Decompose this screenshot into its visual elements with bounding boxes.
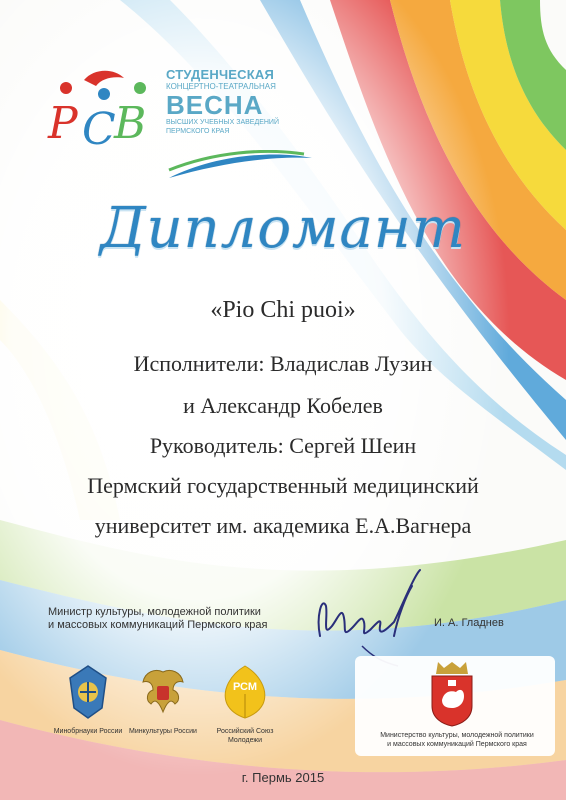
minister-title-line-1: Министр культуры, молодежной политики — [48, 606, 261, 618]
institution-line-1: Пермский государственный медицинский — [87, 473, 479, 498]
minkultury-emblem — [124, 664, 202, 736]
performers-line-2: и Александр Кобелев — [183, 393, 383, 418]
work-title: «Pio Chi puoi» — [210, 297, 356, 323]
svg-text:С: С — [82, 104, 116, 155]
minobrnauki-emblem — [48, 664, 128, 736]
rsm-badge-text: РСМ — [232, 681, 258, 693]
logo-swoosh-icon — [164, 150, 314, 180]
perm-caption-line-1: Министерство культуры, молодежной политики — [380, 732, 534, 739]
logo-text — [166, 68, 306, 136]
emblem-caption-1: Минобрнауки России — [53, 728, 123, 735]
double-headed-eagle-icon — [139, 664, 187, 720]
rsv-logo-mark-icon — [44, 58, 164, 168]
spring-festival-logo — [44, 58, 294, 178]
perm-caption-line-2: и массовых коммуникаций Пермского края — [387, 741, 527, 748]
logo-line-5: ПЕРМСКОГО КРАЯ — [166, 128, 230, 135]
emblem-caption-3: Российский Союз Молодежи — [216, 728, 274, 744]
rsm-leaf-icon — [219, 664, 271, 720]
rsm-emblem — [200, 664, 290, 745]
emblem-caption-2: Минкультуры России — [129, 728, 197, 735]
minister-title-line-2: и массовых коммуникаций Пермского края — [48, 619, 268, 631]
perm-ministry-caption — [362, 731, 552, 749]
science-ministry-emblem-icon — [66, 664, 110, 720]
logo-line-3: ВЕСНА — [166, 90, 264, 120]
logo-line-4: ВЫСШИХ УЧЕБНЫХ ЗАВЕДЕНИЙ — [166, 119, 279, 126]
minister-name: И. А. Гладнев — [434, 617, 504, 629]
diploma-title: Дипломант — [100, 196, 466, 261]
perm-krai-coat-of-arms-icon — [428, 660, 476, 728]
svg-text:В: В — [114, 98, 147, 149]
city-year: г. Пермь 2015 — [241, 770, 325, 785]
institution-line-2: университет им. академика Е.А.Вагнера — [94, 513, 472, 538]
minister-title — [48, 606, 308, 632]
logo-line-2: КОНЦЕРТНО-ТЕАТРАЛЬНАЯ — [166, 82, 276, 91]
logo-line-1: СТУДЕНЧЕСКАЯ — [166, 67, 275, 82]
supervisor-line: Руководитель: Сергей Шеин — [149, 433, 417, 458]
performers-line-1: Исполнители: Владислав Лузин — [133, 351, 433, 376]
svg-text:Р: Р — [48, 98, 78, 149]
